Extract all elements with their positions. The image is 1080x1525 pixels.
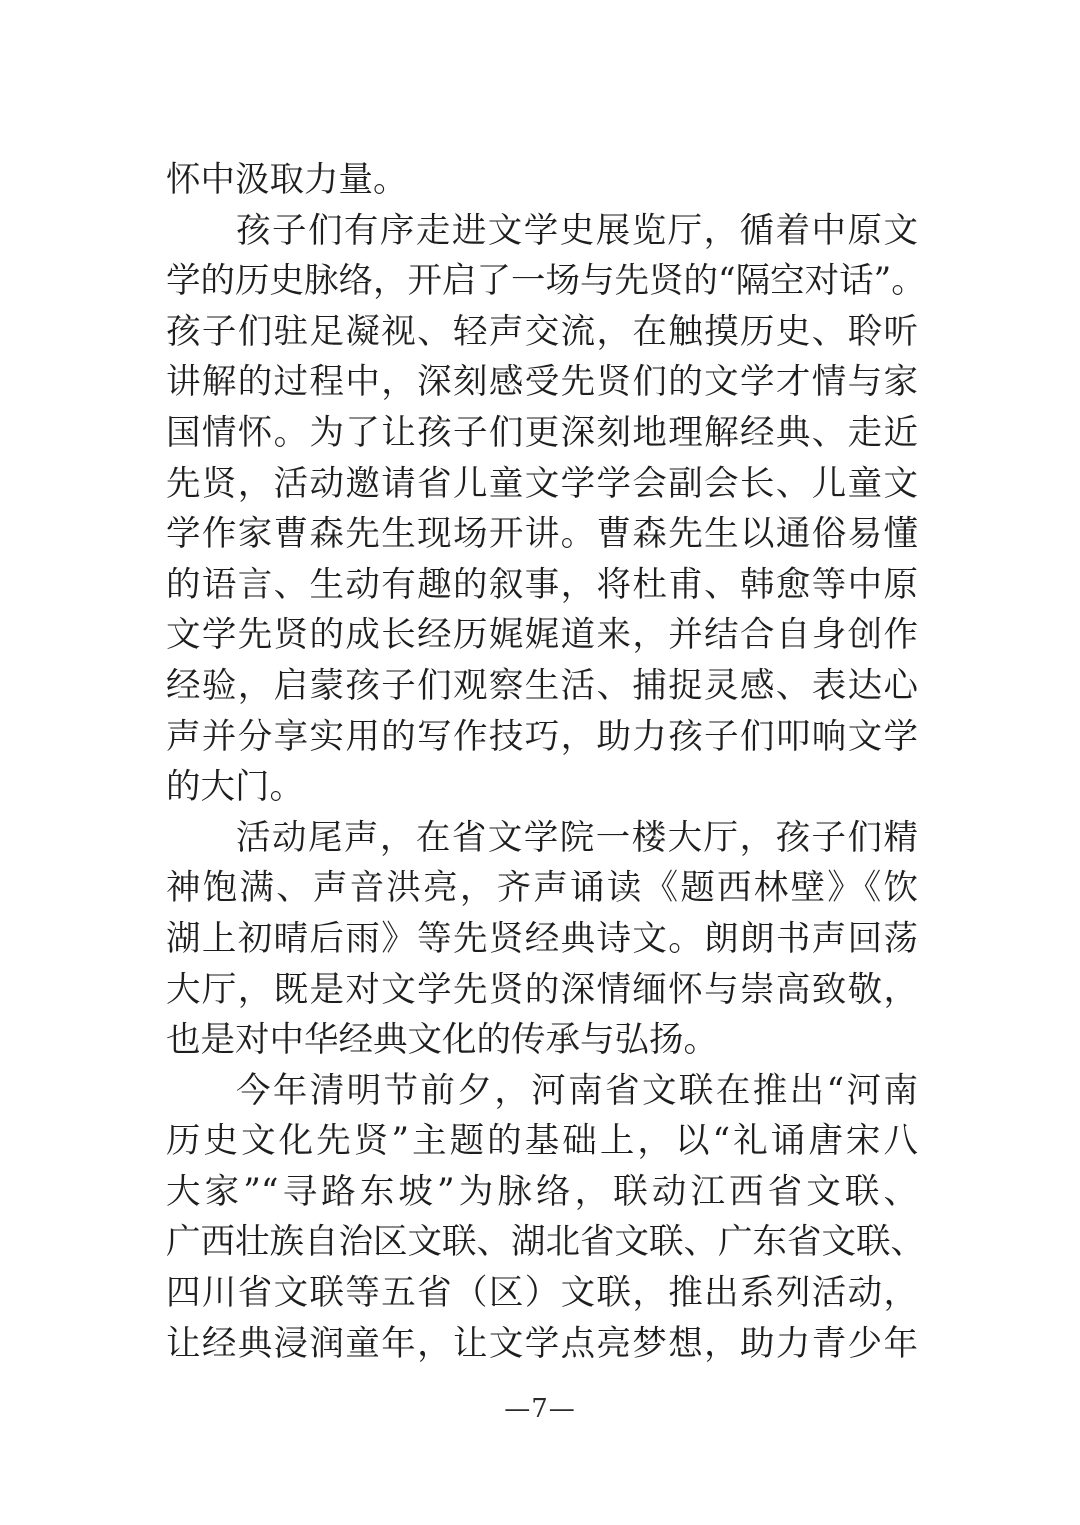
text-line: 大家”“寻路东坡”为脉络，联动江西省文联、 [166,1171,918,1212]
text-line: 学的历史脉络，开启了一场与先贤的“隔空对话”。 [166,261,926,302]
text-line: 声并分享实用的写作技巧，助力孩子们叩响文学 [166,716,918,757]
text-line: 国情怀。为了让孩子们更深刻地理解经典、走近 [166,412,918,453]
text-line: 孩子们驻足凝视、轻声交流，在触摸历史、聆听 [166,311,918,352]
text-line: 也是对中华经典文化的传承与弘扬。 [166,1020,718,1061]
text-line: 大厅，既是对文学先贤的深情缅怀与崇高致敬， [166,969,918,1010]
text-line: 经验，启蒙孩子们观察生活、捕捉灵感、表达心 [166,665,918,706]
text-line: 让经典浸润童年，让文学点亮梦想，助力青少年 [166,1323,918,1364]
text-line: 今年清明节前夕，河南省文联在推出“河南 [236,1070,918,1111]
text-line: 的语言、生动有趣的叙事，将杜甫、韩愈等中原 [166,564,918,605]
text-line: 怀中汲取力量。 [166,160,408,200]
text-line: 文学先贤的成长经历娓娓道来，并结合自身创作 [166,615,918,656]
text-line: 孩子们有序走进文学史展览厅，循着中原文 [236,210,918,251]
text-line: 四川省文联等五省（区）文联，推出系列活动， [166,1273,918,1314]
body-text [166,155,926,1369]
text-line: 神饱满、声音洪亮，齐声诵读《题西林壁》《饮 [166,868,918,909]
text-line: 活动尾声，在省文学院一楼大厅，孩子们精 [236,817,918,858]
text-line: 的大门。 [166,767,304,808]
text-line: 先贤，活动邀请省儿童文学学会副会长、儿童文 [166,463,918,504]
page-number: —7— [504,1394,576,1424]
text-line: 湖上初晴后雨》等先贤经典诗文。朗朗书声回荡 [166,918,918,959]
text-line: 学作家曹森先生现场开讲。曹森先生以通俗易懂 [166,514,918,555]
text-line: 历史文化先贤”主题的基础上，以“礼诵唐宋八 [166,1121,918,1162]
text-line: 广西壮族自治区文联、湖北省文联、广东省文联、 [166,1222,925,1263]
text-line: 讲解的过程中，深刻感受先贤们的文学才情与家 [166,362,918,403]
